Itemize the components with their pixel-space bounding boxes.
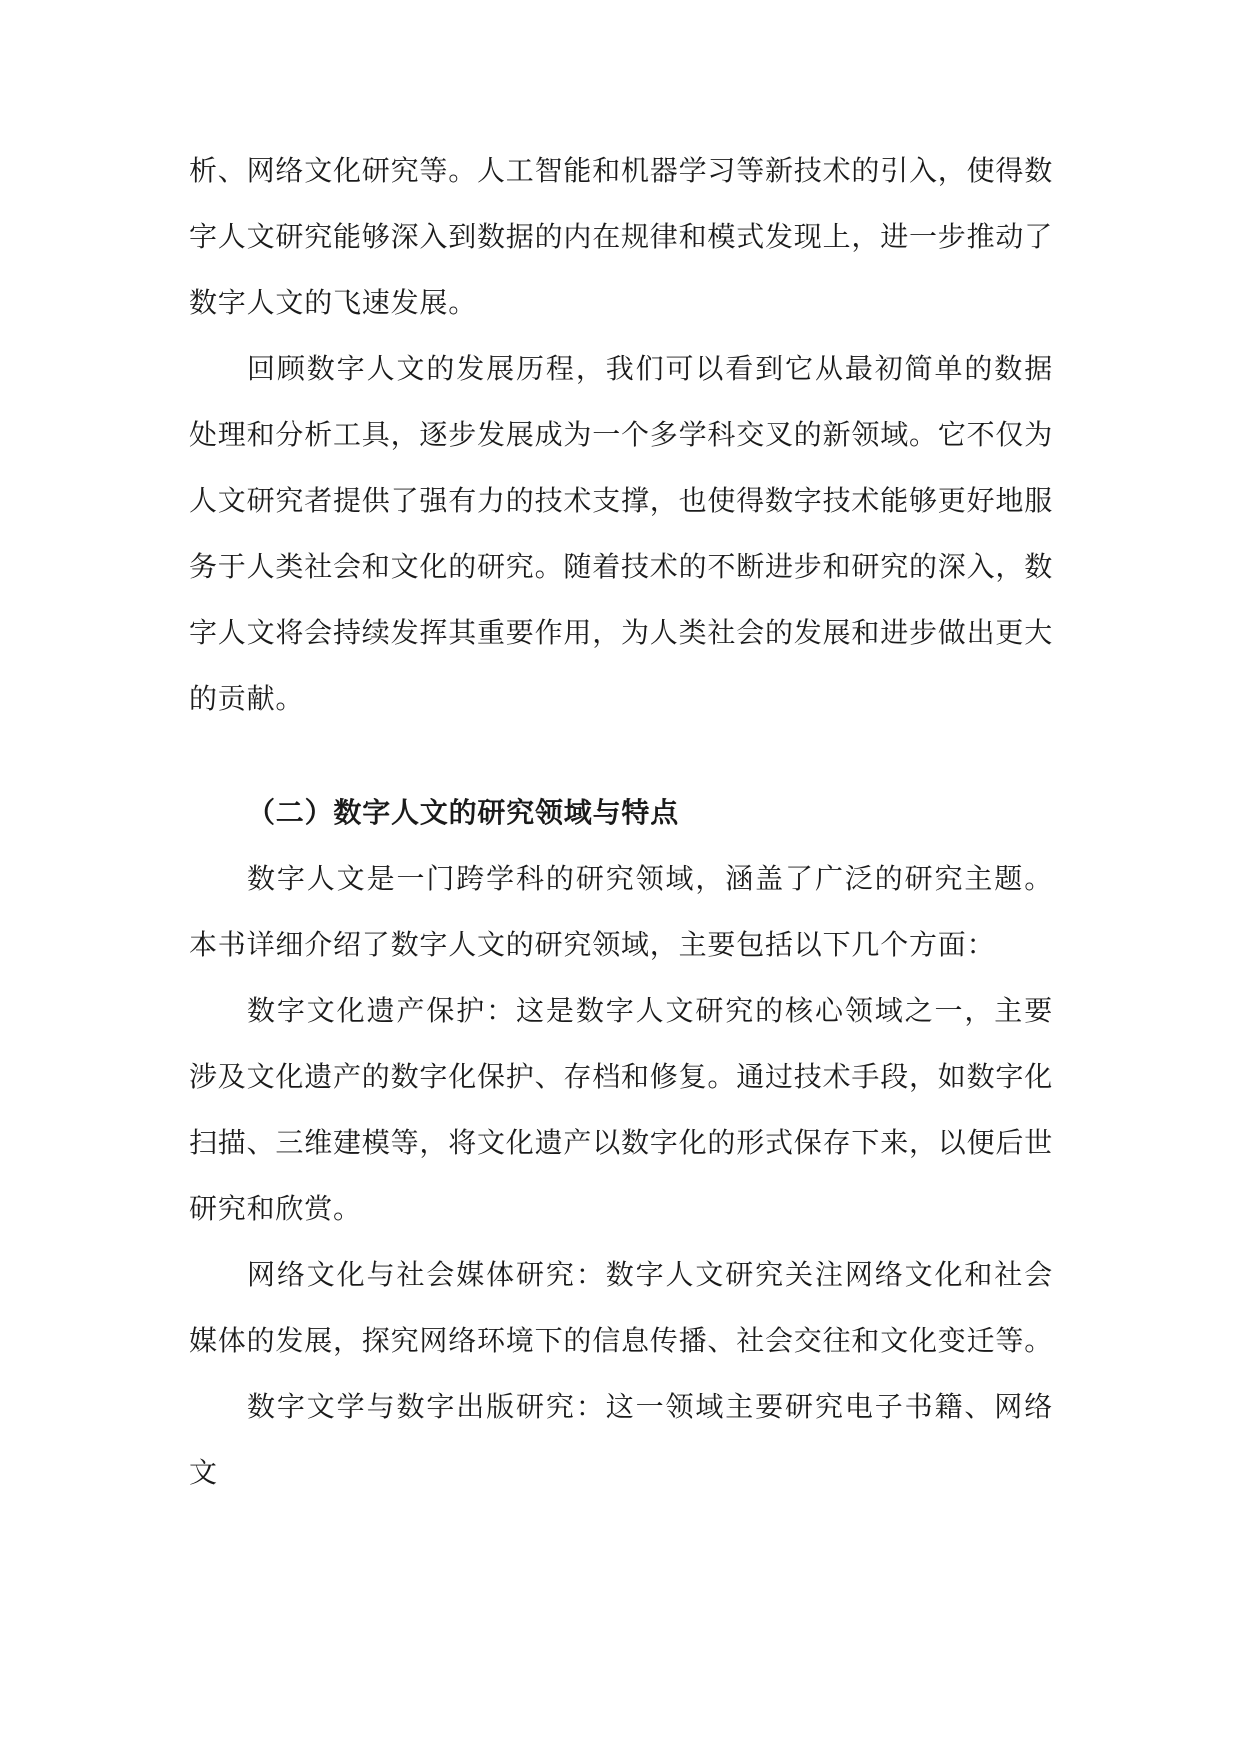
section-heading: （二）数字人文的研究领域与特点 bbox=[247, 796, 680, 829]
paragraph-network-culture: 网络文化与社会媒体研究：数字人文研究关注网络文化和社会媒体的发展，探究网络环境下的信息传播、社会交往和文化变迁等。 bbox=[189, 1258, 1054, 1357]
paragraph-digital-literature: 数字文学与数字出版研究：这一领域主要研究电子书籍、网络文 bbox=[189, 1390, 1053, 1489]
paragraph-continuation: 析、网络文化研究等。人工智能和机器学习等新技术的引入，使得数字人文研究能够深入到数据的内在规律和模式发现上，进一步推动了数字人文的飞速发展。 bbox=[189, 154, 1054, 319]
paragraph-cultural-heritage: 数字文化遗产保护：这是数字人文研究的核心领域之一，主要涉及文化遗产的数字化保护、存档和修复。通过技术手段，如数字化扫描、三维建模等，将文化遗产以数字化的形式保存下来，以便后世研究和欣赏。 bbox=[189, 994, 1054, 1225]
document-page bbox=[189, 138, 1053, 1506]
paragraph-history-review: 回顾数字人文的发展历程，我们可以看到它从最初简单的数据处理和分析工具，逐步发展成为一个多学科交叉的新领域。它不仅为人文研究者提供了强有力的技术支撑，也使得数字技术能够更好地服务于人类社会和文化的研究。随着技术的不断进步和研究的深入，数字人文将会持续发挥其重要作用，为人类社会的发展和进步做出更大的贡献。 bbox=[189, 352, 1054, 715]
paragraph-intro-fields: 数字人文是一门跨学科的研究领域，涵盖了广泛的研究主题。本书详细介绍了数字人文的研究领域，主要包括以下几个方面： bbox=[189, 862, 1053, 961]
